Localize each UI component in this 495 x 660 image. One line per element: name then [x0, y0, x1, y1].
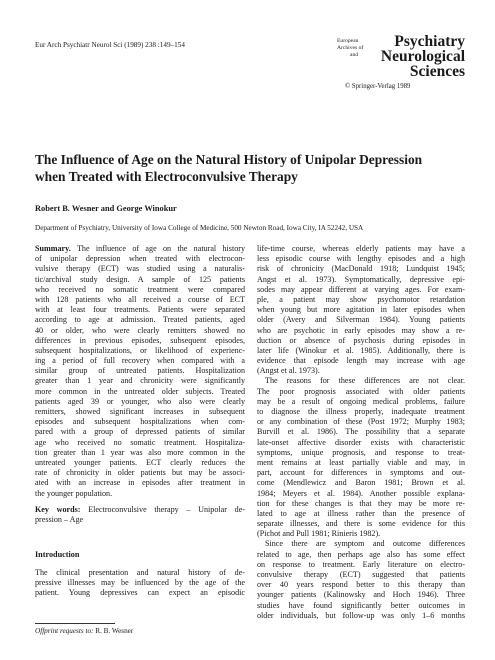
summary-line: vulsive therapy (ECT) was studied using a naturalis- — [35, 264, 245, 274]
title-line: when Treated with Electroconvulsive Therapy — [35, 169, 298, 184]
body-line: related to age, then perhaps age also has some effect — [257, 549, 465, 559]
body-line: life-time course, whereas elderly patients may have a — [257, 244, 465, 253]
summary-line: remitters, showed significant increases in subsequent — [35, 407, 245, 416]
body-line: risk of chronicity (MacDonald 1918; Lundquist 1945; — [257, 264, 465, 274]
journal-word-and: and — [350, 52, 359, 58]
body-line: late-onset affective disorder exists with characteristic — [257, 437, 465, 447]
body-line: come (Mendlewicz and Baron 1981; Brown et al. — [257, 478, 465, 488]
body-line: (Pichot and Pull 1981; Rinieris 1982). — [257, 529, 381, 539]
summary-line: rate of chronicity in older patients but may be associ- — [35, 468, 245, 478]
body-line: or any combination of these (Post 1972; Murphy 1983; — [257, 417, 465, 427]
copyright-notice: © Springer-Verlag 1989 — [345, 83, 411, 90]
summary-line: patients aged 39 or younger, who also were clearly — [35, 396, 245, 406]
body-line: Angst et al. 1973). Symptomatically, depressive epi- — [257, 274, 465, 284]
body-line: who are psychotic in early episodes may show a re- — [257, 325, 465, 335]
journal-word-european: European — [337, 38, 359, 44]
journal-logo — [375, 34, 465, 79]
body-line: ment remains at least partially viable and may, in — [257, 457, 465, 467]
body-line: older individuals, but follow-up was only 1–6 months — [257, 610, 465, 620]
body-line: sodes may appear different at varying ages. For exam- — [257, 284, 465, 294]
body-line: may be a result of ongoing medical problems, failure — [257, 396, 465, 406]
introduction-line: pressive illnesses may be influenced by the age of the — [35, 578, 245, 588]
keywords-line — [35, 505, 245, 515]
body-line: later life (Winokur et al. 1985). Additionally, there is — [257, 345, 465, 355]
journal-name-small — [337, 38, 373, 59]
summary-line: age who received no somatic treatment. Hospitaliza- — [35, 437, 245, 447]
summary-line: 40 or older, who were clearly remitters showed no — [35, 325, 245, 335]
author-list: Robert B. Wesner and George Winokur — [35, 204, 177, 213]
summary-line: similar group of untreated patients. Hospitalization — [35, 366, 245, 376]
introduction-text — [35, 568, 245, 599]
body-line: separate illnesses, and there is some evidence for this — [257, 519, 465, 529]
summary-line: ing a period of full recovery when compared with a — [35, 356, 245, 366]
section-heading-introduction: Introduction — [35, 550, 80, 559]
footnote-divider — [35, 623, 115, 624]
journal-word-psychiatry: Psychiatry — [394, 33, 465, 50]
summary-line: pared with a group of depressed patients of similar — [35, 427, 245, 437]
body-line: ple, a patient may show psychomotor retardation — [257, 294, 465, 304]
body-line: (Angst et al. 1973). — [257, 366, 320, 376]
body-line: 1984; Meyers et al. 1984). Another possible explana- — [257, 488, 465, 498]
body-line: less episodic course with lengthy episodes and a high — [257, 254, 465, 264]
affiliation: Department of Psychiatry, University of Iowa College of Medicine, 500 Newton Road, Iowa City, IA 52242, USA — [35, 224, 364, 232]
body-line: symptoms, unique prognosis, and response to treat- — [257, 447, 465, 457]
summary-text: The influence of age on the natural history — [70, 244, 245, 253]
body-line: Since there are symptom and outcome differences — [265, 539, 465, 549]
summary-line: of unipolar depression when treated with electrocon- — [35, 254, 245, 264]
summary-label: Summary. — [35, 244, 71, 253]
summary-line: greater than 1 year and chronicity were significantly — [35, 376, 245, 386]
summary-line: who received no somatic treatment were compared — [35, 284, 245, 294]
summary-line: more common in the untreated older subjects. Treated — [35, 386, 245, 396]
summary-line: tion greater than 1 year was also more common in the — [35, 447, 245, 457]
summary-line: episodes and subsequent hospitalizations when com- — [35, 417, 245, 427]
body-line: when young but more agitation in later episodes when — [257, 305, 465, 315]
body-line: The reasons for these differences are not clear. — [265, 376, 465, 386]
summary-line: according to age at admission. Treated patients, aged — [35, 315, 245, 325]
body-line: Burvill et al. 1986). The possibility that a separate — [257, 427, 465, 437]
body-line: part, account for differences in symptoms and out- — [257, 468, 465, 478]
body-line: The poor prognosis associated with older patients — [257, 386, 465, 396]
keywords-label: Key words: — [35, 504, 81, 514]
body-line: lated to age at illness rather than the presence of — [257, 508, 465, 518]
journal-word-archives: Archives of — [337, 45, 364, 51]
summary-line: ated with an increase in episodes after treatment in — [35, 478, 245, 488]
introduction-line: patient. Young depressives can expect an episodic — [35, 588, 245, 598]
footnote-offprint — [35, 627, 133, 635]
body-line: duction or absence of psychosis during episodes in — [257, 335, 465, 345]
keywords-line: pression – Age — [35, 514, 84, 524]
right-column — [257, 244, 465, 621]
footnote-label: Offprint requests to: — [35, 627, 94, 635]
body-line: over 40 years respond better to this therapy than — [257, 580, 465, 590]
summary-line — [35, 244, 245, 254]
summary-line: the younger population. — [35, 488, 113, 498]
body-line: older (Avery and Silverman 1984). Young patients — [257, 315, 465, 325]
summary-line: tic/archival study design. A sample of 125 patients — [35, 274, 245, 284]
summary-line: differences in previous episodes, subsequent episodes, — [35, 335, 245, 345]
summary-line: untreated younger patients. ECT clearly reduces the — [35, 457, 245, 467]
body-line: studies have found significantly better outcomes in — [257, 600, 465, 610]
journal-citation: Eur Arch Psychiatr Neurol Sci (1989) 238 :149–154 — [35, 41, 185, 49]
body-line: on response to treatment. Early literature on electro- — [257, 559, 465, 569]
keywords-text: Electroconvulsive therapy – Unipolar de- — [80, 504, 245, 514]
body-line: to diagnose the illness properly, inadequate treatment — [257, 407, 465, 416]
body-line: convulsive therapy (ECT) suggested that patients — [257, 570, 465, 579]
introduction-line: The clinical presentation and natural history of de- — [35, 568, 245, 577]
body-line: evidence that episode length may increase with age — [257, 356, 465, 366]
body-line: tion for these changes is that they may be more re- — [257, 498, 465, 508]
footnote-name: R. B. Wesner — [93, 627, 134, 635]
title-line: The Influence of Age on the Natural History of Unipolar Depression — [35, 152, 423, 167]
article-title — [35, 151, 475, 185]
journal-word-neurological: Neurological — [380, 48, 465, 65]
body-line: younger patients (Kalinowsky and Hoch 1946). Three — [257, 590, 465, 600]
summary-line: with at least four treatments. Patients were separated — [35, 305, 245, 315]
left-column — [35, 244, 245, 525]
journal-word-sciences: Sciences — [409, 63, 465, 80]
summary-line: subsequent hospitalizations, or likelihood of experienc- — [35, 345, 245, 355]
summary-line: with 128 patients who all received a course of ECT — [35, 294, 245, 304]
